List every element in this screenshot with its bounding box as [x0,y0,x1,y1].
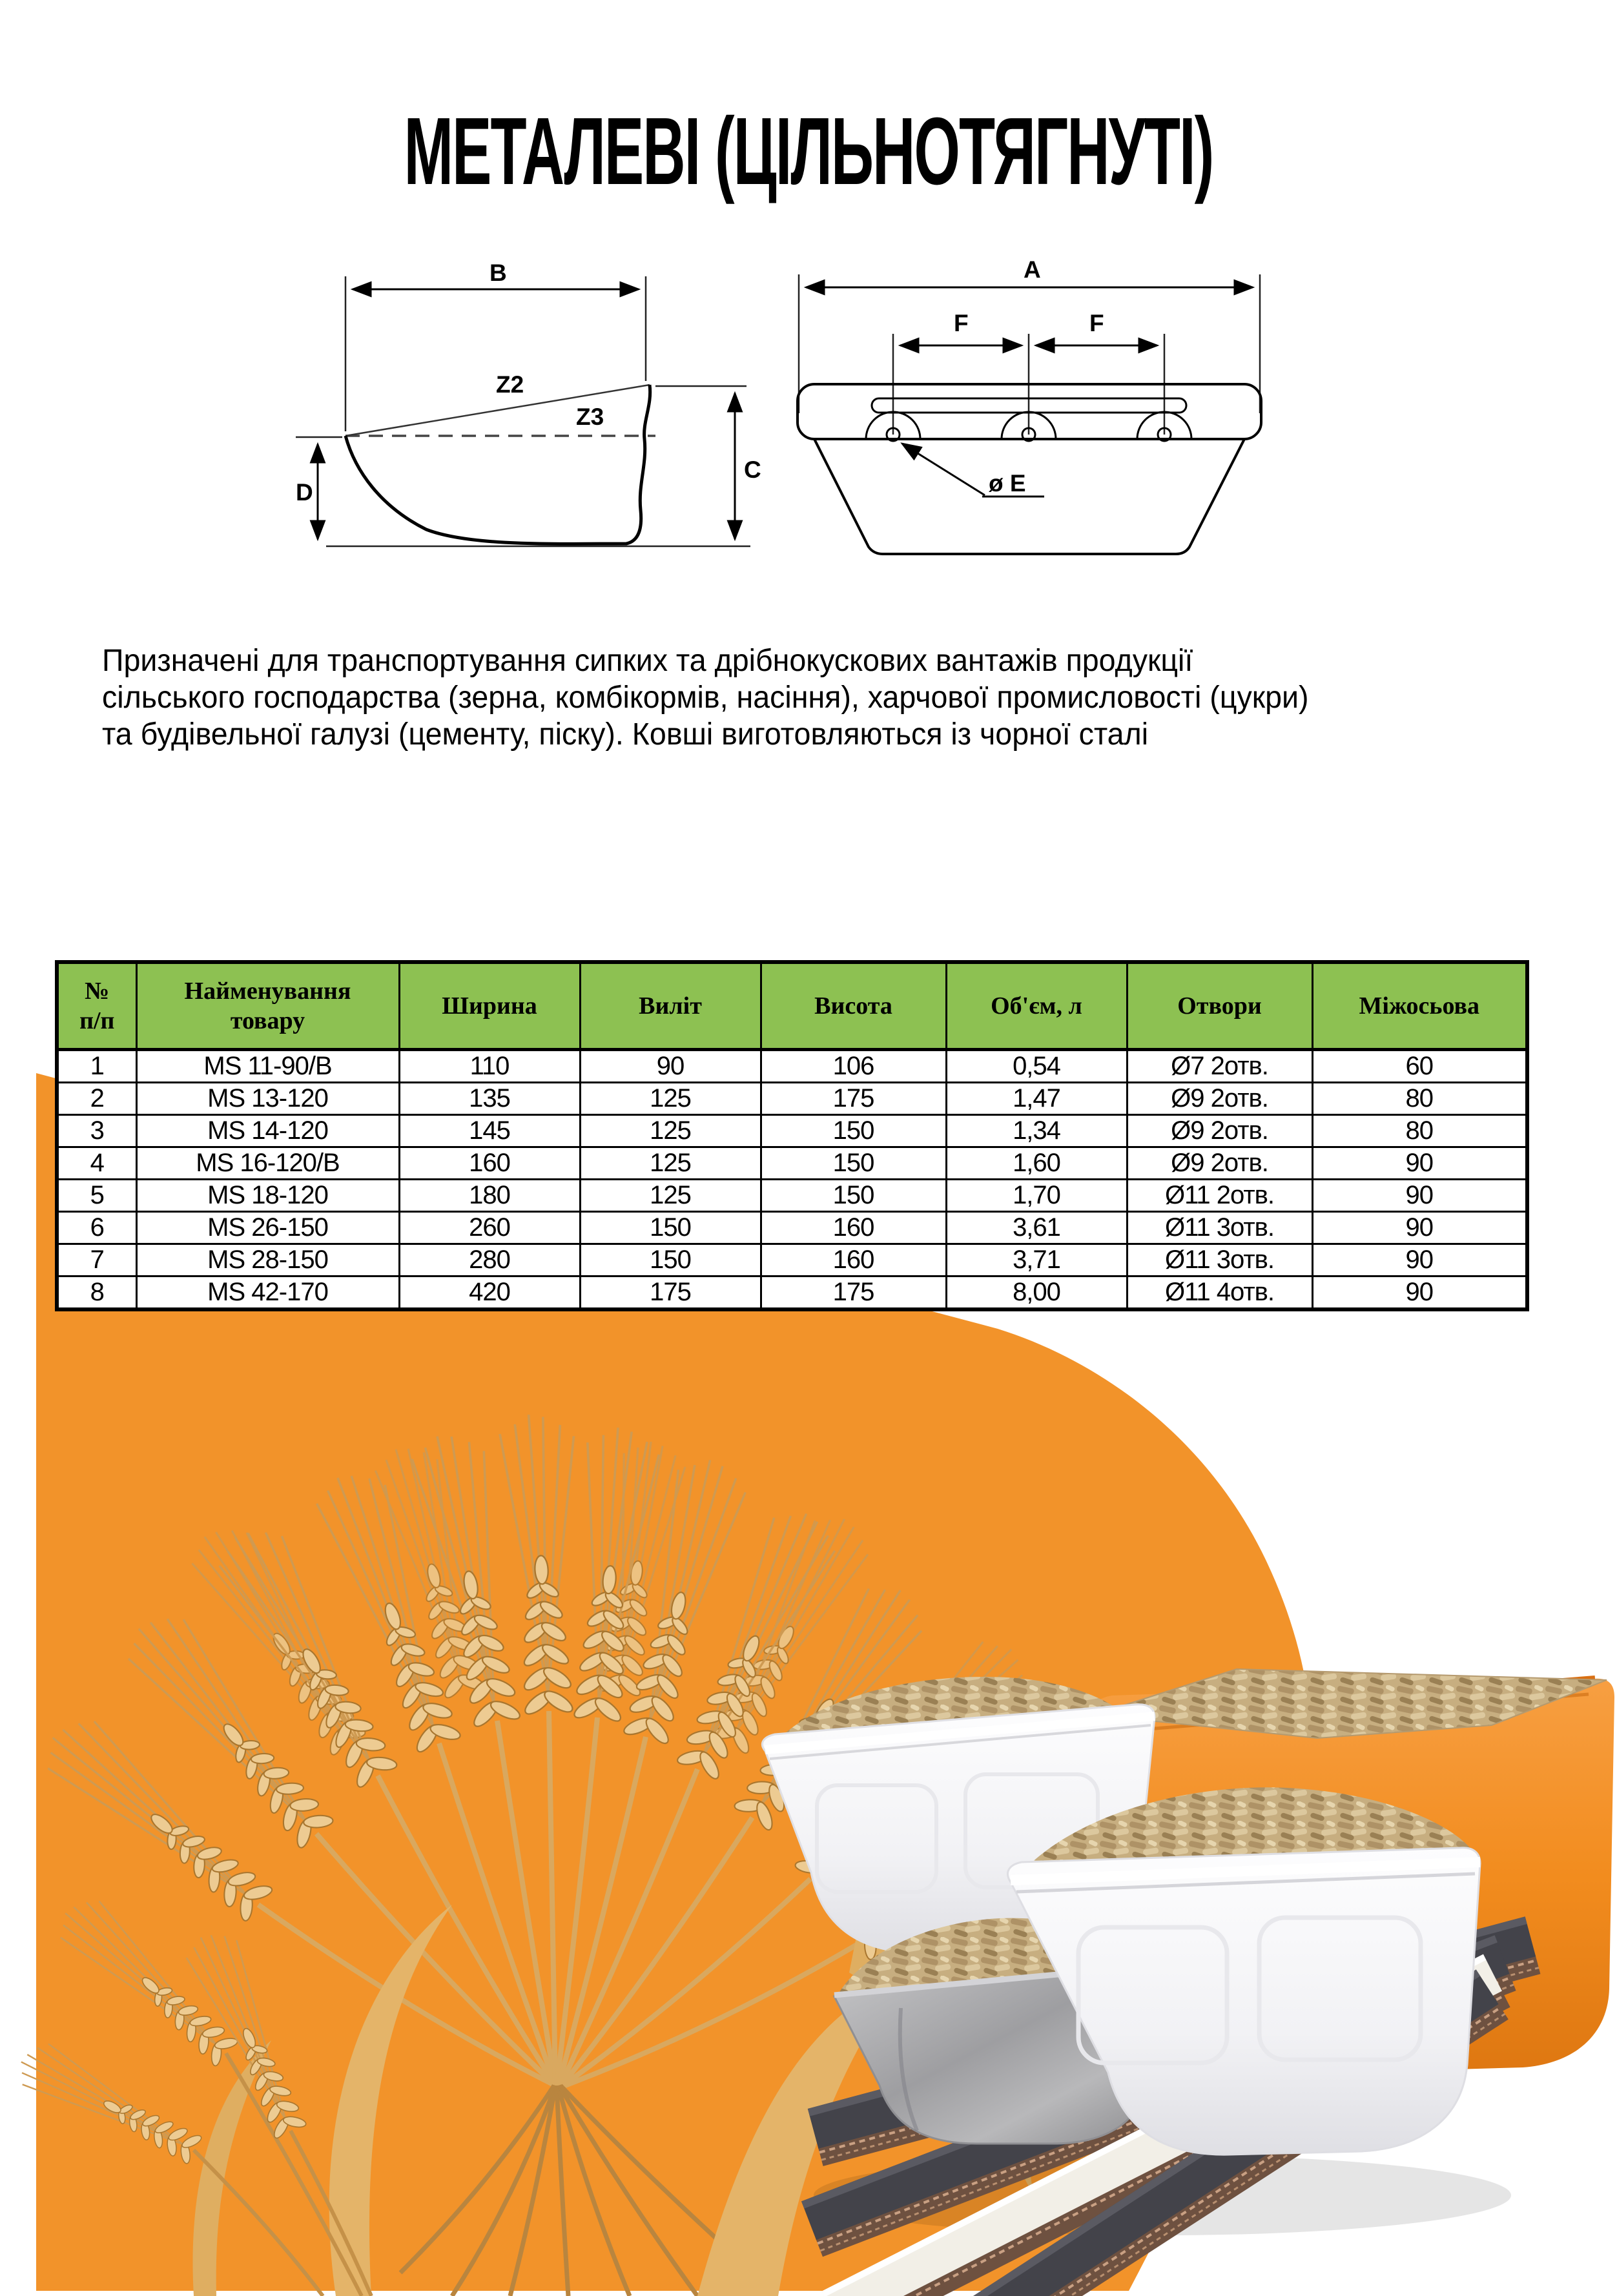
dim-label-a: A [1024,256,1041,283]
col-header-name: Найменування товару [136,962,399,1050]
dim-label-f2: F [1089,310,1104,336]
table-row: 5 MS 18-120 180 125 150 1,70 Ø11 2отв. 90 [57,1180,1527,1212]
col-header-volume: Об'єм, л [946,962,1127,1050]
table-row: 7 MS 28-150 280 150 160 3,71 Ø11 3отв. 90 [57,1244,1527,1276]
description-line: Призначені для транспортування сипких та дрібнокускових вантажів продукції [102,644,1193,678]
table-row: 3 MS 14-120 145 125 150 1,34 Ø9 2отв. 80 [57,1115,1527,1147]
description-line: сільського господарства (зерна, комбікормів, насіння), харчової промисловості (цукри) [102,681,1309,715]
table-row: 2 MS 13-120 135 125 175 1,47 Ø9 2отв. 80 [57,1083,1527,1115]
product-photo [762,1669,1614,2296]
col-header-height: Висота [761,962,946,1050]
table-row: 4 MS 16-120/B 160 125 150 1,60 Ø9 2отв. 90 [57,1147,1527,1180]
description-paragraph [102,642,1492,753]
table-row: 8 MS 42-170 420 175 175 8,00 Ø11 4отв. 90 [57,1276,1527,1310]
col-header-holes: Отвори [1127,962,1312,1050]
dim-label-b: B [489,260,507,286]
table-row: 1 MS 11-90/B 110 90 106 0,54 Ø7 2отв. 60 [57,1050,1527,1083]
table-row: 6 MS 26-150 260 150 160 3,61 Ø11 3отв. 90 [57,1212,1527,1244]
col-header-axle-spacing: Міжосьова [1312,962,1527,1050]
col-header-width: Ширина [399,962,580,1050]
description-line: та будівельної галузі (цементу, піску). Ковші виготовляються із чорної сталі [102,717,1149,752]
dim-label-z3: Z3 [576,404,604,430]
diagram-side-profile [291,252,762,555]
dim-label-e: ø E [989,470,1026,497]
col-header-reach: Виліт [580,962,761,1050]
dim-label-d: D [296,479,313,506]
col-header-number: № п/п [57,962,136,1050]
table-header-row [57,962,1527,1050]
dim-label-z2: Z2 [496,371,524,398]
spec-table [55,960,1529,1311]
page-title: МЕТАЛЕВІ (ЦІЛЬНОТЯГНУТІ) [404,98,1213,205]
dim-label-c: C [744,456,761,483]
dim-label-f1: F [954,310,969,336]
diagram-front-view [791,249,1269,559]
